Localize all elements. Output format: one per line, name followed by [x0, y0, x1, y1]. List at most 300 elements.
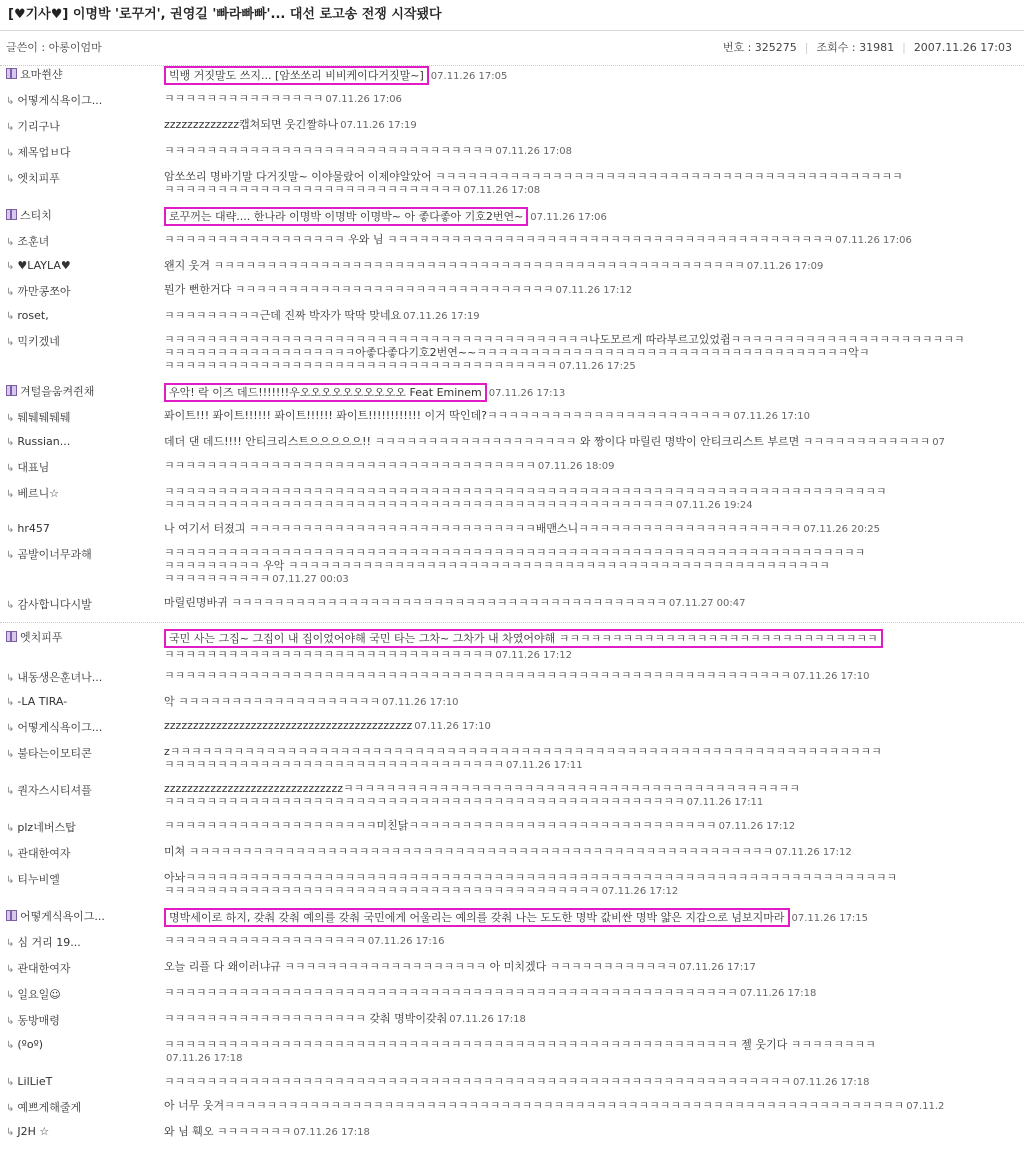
reply-arrow-icon: ↳: [6, 749, 15, 760]
comment-body: [164, 144, 1024, 158]
reply-arrow-icon: ↳: [6, 550, 15, 561]
comment-text: 왠지 웃겨 ㅋㅋㅋㅋㅋㅋㅋㅋㅋㅋㅋㅋㅋㅋㅋㅋㅋㅋㅋㅋㅋㅋㅋㅋㅋㅋㅋㅋㅋㅋㅋㅋㅋㅋㅋㅋㅋㅋㅋㅋㅋㅋㅋㅋㅋㅋㅋㅋㅋㅋ: [164, 259, 745, 272]
comment-line: [164, 629, 1024, 648]
comment-reply: [0, 92, 1024, 108]
comment-timestamp: 07.11.26 17:19: [403, 311, 480, 322]
comment-body: [164, 908, 1024, 927]
comment-text: ㅋㅋㅋㅋㅋㅋㅋㅋㅋㅋㅋㅋㅋㅋㅋㅋㅋㅋㅋㅋ미친닭ㅋㅋㅋㅋㅋㅋㅋㅋㅋㅋㅋㅋㅋㅋㅋㅋㅋㅋㅋㅋㅋㅋㅋㅋㅋㅋㅋㅋㅋ: [164, 819, 717, 832]
nickname-text: 겨털을움켜쥔채: [20, 385, 95, 398]
nickname-text: hr457: [17, 522, 50, 535]
comment: [0, 908, 1024, 927]
reply-arrow-icon: ↳: [6, 786, 15, 797]
nickname-text: 믹키겠네: [17, 335, 60, 348]
comment-text: ㅋㅋㅋㅋㅋㅋㅋㅋㅋㅋㅋㅋㅋㅋㅋㅋㅋㅋㅋㅋㅋㅋㅋㅋㅋㅋㅋㅋ: [164, 183, 462, 196]
comment-line: [164, 758, 1024, 772]
comment-line: [164, 845, 1024, 859]
comment-reply: [0, 546, 1024, 586]
comment-line: [164, 283, 1024, 297]
article-title: [♥기사♥] 이명박 '로꾸거', 권영길 '빠라빠빠'... 대선 로고송 전쟁 시작됐다: [0, 0, 1024, 31]
nickname-text: 불타는이모티콘: [17, 747, 92, 760]
comment-reply: [0, 1099, 1024, 1115]
commenter-nickname[interactable]: [0, 409, 164, 425]
reply-arrow-icon: ↳: [6, 237, 15, 248]
comment-text: ㅋㅋㅋㅋㅋㅋㅋㅋㅋ근데 진짜 박자가 딱딱 맞네요: [164, 309, 402, 322]
comment-line: [164, 745, 1024, 758]
comment-body: [164, 629, 1024, 662]
comment-reply: [0, 695, 1024, 709]
commenter-nickname[interactable]: [0, 459, 164, 475]
highlighted-comment-text: 우악! 락 이즈 데드!!!!!!!우오오오오오오오오오오 Feat Eminem: [164, 383, 487, 402]
reply-arrow-icon: ↳: [6, 413, 15, 424]
comment-text: zzzzzzzzzzzzzzzzzzzzzzzzzzzzzzzㅋㅋㅋㅋㅋㅋㅋㅋㅋㅋㅋㅋㅋㅋㅋㅋㅋㅋㅋㅋㅋㅋㅋㅋㅋㅋㅋㅋㅋㅋㅋㅋㅋㅋㅋㅋㅋㅋㅋㅋㅋㅋㅋ: [164, 782, 800, 795]
comment-line: [164, 92, 1024, 106]
comment-reply: [0, 819, 1024, 835]
commenter-nickname[interactable]: [0, 695, 164, 708]
reply-arrow-icon: ↳: [6, 823, 15, 834]
comment-body: [164, 170, 1024, 197]
comment-timestamp: 07.11.26 17:06: [325, 94, 402, 105]
reply-arrow-icon: ↳: [6, 489, 15, 500]
comment-line: [164, 309, 1024, 323]
nickname-text: 예쁘게해줄게: [17, 1101, 82, 1114]
comment-text: 마릴린명바귀 ㅋㅋㅋㅋㅋㅋㅋㅋㅋㅋㅋㅋㅋㅋㅋㅋㅋㅋㅋㅋㅋㅋㅋㅋㅋㅋㅋㅋㅋㅋㅋㅋㅋㅋㅋㅋㅋㅋㅋㅋㅋ: [164, 596, 667, 609]
comment-body: [164, 435, 1024, 449]
comment-line: [164, 359, 1024, 373]
comment-timestamp: 07.11.26 17:09: [746, 261, 824, 272]
commenter-nickname[interactable]: [0, 92, 164, 108]
commenter-nickname[interactable]: [0, 485, 164, 501]
nickname-text: -LA TIRA-: [17, 695, 68, 708]
comment-body: [164, 409, 1024, 423]
comment-timestamp: 07.11.26 17:18: [792, 1077, 870, 1088]
commenter-nickname[interactable]: [0, 1012, 164, 1028]
comment-reply: [0, 745, 1024, 772]
comment-body: [164, 934, 1024, 948]
commenter-nickname[interactable]: [0, 719, 164, 735]
comment-timestamp: 07.11.26 17:08: [495, 146, 572, 157]
comment-timestamp: 07.11.26 17:18: [449, 1014, 526, 1025]
comment-reply: [0, 144, 1024, 160]
comment-reply: [0, 960, 1024, 976]
reply-arrow-icon: ↳: [6, 1040, 15, 1051]
comment-timestamp: 07.11.27 00:47: [668, 598, 746, 609]
comment-timestamp: 07.11.26 17:10: [414, 721, 491, 732]
comment-line: [164, 170, 1024, 183]
reply-arrow-icon: ↳: [6, 600, 15, 611]
comment-body: [164, 845, 1024, 859]
reply-arrow-icon: ↳: [6, 96, 15, 107]
comment-body: [164, 309, 1024, 323]
gift-icon: [6, 910, 17, 921]
comment-body: [164, 485, 1024, 512]
comment-text: ㅋㅋㅋㅋㅋㅋㅋㅋㅋㅋㅋㅋㅋㅋㅋㅋㅋㅋㅋㅋㅋㅋㅋㅋㅋㅋㅋㅋㅋㅋㅋ: [164, 144, 494, 157]
comment-line: [164, 986, 1024, 1000]
comment-reply: [0, 435, 1024, 449]
commenter-nickname[interactable]: [0, 233, 164, 249]
comment-text: 악 ㅋㅋㅋㅋㅋㅋㅋㅋㅋㅋㅋㅋㅋㅋㅋㅋㅋㅋㅋ: [164, 695, 381, 708]
comment-reply: [0, 596, 1024, 612]
comment-text: zzzzzzzzzzzzzzzzzzzzzzzzzzzzzzzzzzzzzzzzzzz: [164, 719, 413, 732]
comment-text: zㅋㅋㅋㅋㅋㅋㅋㅋㅋㅋㅋㅋㅋㅋㅋㅋㅋㅋㅋㅋㅋㅋㅋㅋㅋㅋㅋㅋㅋㅋㅋㅋㅋㅋㅋㅋㅋㅋㅋㅋㅋㅋㅋㅋㅋㅋㅋㅋㅋㅋㅋㅋㅋㅋㅋㅋㅋㅋㅋㅋㅋㅋㅋㅋㅋㅋㅋ: [164, 745, 882, 758]
nickname-text: 조훈녀: [17, 235, 50, 248]
comment-body: [164, 66, 1024, 85]
nickname-text: 까만콩쪼아: [17, 285, 71, 298]
comment-body: [164, 745, 1024, 772]
comment-body: [164, 333, 1024, 373]
comment-text: ㅋㅋㅋㅋㅋㅋㅋㅋㅋㅋㅋㅋㅋㅋㅋㅋㅋㅋㅋㅋㅋㅋㅋㅋㅋㅋㅋㅋㅋㅋㅋㅋㅋㅋㅋㅋㅋㅋㅋㅋㅋㅋㅋㅋㅋㅋㅋㅋㅋㅋㅋㅋㅋㅋㅋㅋㅋㅋㅋㅋㅋㅋㅋㅋㅋㅋ: [164, 546, 866, 559]
comment-line: [164, 819, 1024, 833]
reply-arrow-icon: ↳: [6, 673, 15, 684]
reply-arrow-icon: ↳: [6, 1127, 15, 1138]
reply-arrow-icon: ↳: [6, 697, 15, 708]
comment-timestamp: 07.11.27 00:03: [272, 574, 349, 585]
comment-reply: [0, 719, 1024, 735]
comment: [0, 629, 1024, 662]
comment-reply: [0, 1125, 1024, 1139]
nickname-text: 일요일☺: [17, 988, 61, 1001]
commenter-nickname[interactable]: [0, 144, 164, 160]
comment-line: [164, 908, 1024, 927]
commenter-nickname[interactable]: [0, 1099, 164, 1115]
comment-timestamp: 07.11.26 17:18: [166, 1053, 243, 1064]
comment-line: [164, 233, 1024, 247]
reply-arrow-icon: ↳: [6, 524, 15, 535]
comment-line: [164, 498, 1024, 512]
commenter-nickname[interactable]: [0, 309, 164, 322]
comment-body: [164, 1099, 1024, 1113]
commenter-nickname[interactable]: [0, 1125, 164, 1138]
comment-timestamp: 07.11.26 17:12: [775, 847, 852, 858]
comment-line: [164, 118, 1024, 132]
comment-list: [0, 66, 1024, 1139]
comment-reply: [0, 871, 1024, 898]
commenter-nickname[interactable]: [0, 546, 164, 562]
comment-text: ㅋㅋㅋㅋㅋㅋㅋㅋㅋㅋㅋㅋㅋㅋㅋㅋㅋㅋㅋㅋㅋㅋㅋㅋㅋㅋㅋㅋㅋㅋㅋㅋㅋㅋㅋㅋㅋㅋㅋㅋㅋㅋㅋㅋㅋㅋㅋㅋ: [164, 498, 675, 511]
commenter-nickname[interactable]: [0, 118, 164, 134]
comment-text: ㅋㅋㅋㅋㅋㅋㅋㅋㅋㅋㅋㅋㅋㅋㅋㅋㅋㅋㅋㅋㅋㅋㅋㅋㅋㅋㅋㅋㅋㅋㅋㅋㅋㅋㅋ: [164, 459, 536, 472]
comment-timestamp: 07.11.26 17:08: [463, 185, 541, 196]
comment: [0, 66, 1024, 85]
comment-timestamp: 07.11.26 17:13: [488, 388, 566, 399]
comment-line: [164, 383, 1024, 402]
comment-text: ㅋㅋㅋㅋㅋㅋㅋㅋㅋㅋㅋㅋㅋㅋㅋㅋㅋㅋㅋㅋㅋㅋㅋㅋㅋㅋㅋㅋㅋㅋㅋㅋㅋㅋㅋㅋㅋㅋㅋㅋㅋㅋㅋㅋㅋㅋㅋㅋㅋㅋㅋㅋㅋㅋ 젤 웃기다 ㅋㅋㅋㅋㅋㅋㅋㅋ: [164, 1038, 876, 1051]
nickname-text: 동방매령: [17, 1014, 60, 1027]
commenter-nickname[interactable]: [0, 669, 164, 685]
commenter-nickname[interactable]: [0, 596, 164, 612]
comment-line: [164, 934, 1024, 948]
comment-line: [164, 960, 1024, 974]
commenter-nickname[interactable]: [0, 908, 164, 924]
nickname-text: 요마쒼샨: [20, 68, 63, 81]
comment-timestamp: 07.11.26 19:24: [676, 500, 753, 511]
commenter-nickname[interactable]: [0, 283, 164, 299]
nickname-text: 티누비엘: [17, 873, 60, 886]
comment-text: ㅋㅋㅋㅋㅋㅋㅋㅋㅋㅋㅋㅋㅋㅋㅋㅋㅋㅋㅋ: [164, 934, 366, 947]
comment-line: [164, 719, 1024, 733]
nickname-text: 엣치피푸: [17, 172, 60, 185]
comment-body: [164, 118, 1024, 132]
commenter-nickname[interactable]: [0, 435, 164, 448]
nickname-text: 기리구나: [17, 120, 60, 133]
comment-text: zzzzzzzzzzzzz캡쳐되면 웃긴짤하나: [164, 118, 339, 131]
commenter-nickname[interactable]: [0, 819, 164, 835]
comment-reply: [0, 934, 1024, 950]
comment-body: [164, 669, 1024, 683]
comment-body: [164, 233, 1024, 247]
comment-line: [164, 1099, 1024, 1113]
comment-body: [164, 1125, 1024, 1139]
nickname-text: LilLieT: [17, 1075, 53, 1088]
comment-reply: [0, 782, 1024, 809]
comment-body: [164, 92, 1024, 106]
comment-timestamp: 07.11.26 17:11: [686, 797, 764, 808]
comment: [0, 383, 1024, 402]
nickname-text: 내동생은훈녀나...: [17, 671, 103, 684]
comment-body: [164, 1038, 1024, 1065]
comment-text: 오늘 리플 다 왜이러냐규 ㅋㅋㅋㅋㅋㅋㅋㅋㅋㅋㅋㅋㅋㅋㅋㅋㅋㅋㅋ 아 미치겠다 ㅋㅋㅋㅋㅋㅋㅋㅋㅋㅋㅋㅋ: [164, 960, 678, 973]
reply-arrow-icon: ↳: [6, 337, 15, 348]
comment-divider: [0, 622, 1024, 623]
nickname-text: 곰발이너무과해: [17, 548, 92, 561]
comment-reply: [0, 409, 1024, 425]
comment-text: ㅋㅋㅋㅋㅋㅋㅋㅋㅋㅋㅋㅋㅋㅋㅋㅋㅋㅋㅋㅋㅋㅋㅋㅋㅋㅋㅋㅋㅋㅋㅋㅋㅋㅋㅋㅋㅋㅋㅋㅋㅋㅋㅋㅋㅋㅋㅋㅋㅋ: [164, 795, 685, 808]
comment-line: [164, 1051, 1024, 1065]
reply-arrow-icon: ↳: [6, 287, 15, 298]
comment-line: [164, 66, 1024, 85]
comment-text: ㅋㅋㅋㅋㅋㅋㅋㅋㅋ 우악 ㅋㅋㅋㅋㅋㅋㅋㅋㅋㅋㅋㅋㅋㅋㅋㅋㅋㅋㅋㅋㅋㅋㅋㅋㅋㅋㅋㅋㅋㅋㅋㅋㅋㅋㅋㅋㅋㅋㅋㅋㅋㅋㅋㅋㅋㅋㅋㅋㅋㅋㅋ: [164, 559, 830, 572]
comment-timestamp: 07.11.26 17:06: [835, 235, 912, 246]
nickname-text: J2H ☆: [17, 1125, 50, 1138]
nickname-text: 베르니☆: [17, 487, 60, 500]
nickname-text: 퉤퉤퉤퉤퉤: [17, 411, 71, 424]
highlighted-comment-text: 명박세이로 하지, 갖춰 갖춰 예의를 갖춰 국민에게 어울리는 예의를 갖춰 나는 도도한 명박 값비싼 명박 얇은 지갑으로 넘보지마라: [164, 908, 790, 927]
commenter-nickname[interactable]: [0, 629, 164, 645]
commenter-nickname[interactable]: [0, 333, 164, 349]
comment-text: ㅋㅋㅋㅋㅋㅋㅋㅋㅋㅋㅋㅋㅋㅋㅋㅋㅋㅋㅋ 갖춰 명박이갖춰: [164, 1012, 448, 1025]
article-meta: 글쓴이 : 아롱이엄마 번호 : 325275 | 조회수 : 31981 | 2007.11.26 17:03: [0, 31, 1024, 66]
reply-arrow-icon: ↳: [6, 964, 15, 975]
comment-line: [164, 572, 1024, 586]
comment-text: ㅋㅋㅋㅋㅋㅋㅋㅋㅋㅋㅋㅋㅋㅋㅋㅋㅋㅋㅋㅋㅋㅋㅋㅋㅋㅋㅋㅋㅋㅋㅋㅋㅋㅋㅋㅋㅋ: [164, 359, 558, 372]
comment-text: 나 여기서 터졌긔 ㅋㅋㅋㅋㅋㅋㅋㅋㅋㅋㅋㅋㅋㅋㅋㅋㅋㅋㅋㅋㅋㅋㅋㅋㅋㅋㅋ배맨스니ㅋㅋㅋㅋㅋㅋㅋㅋㅋㅋㅋㅋㅋㅋㅋㅋㅋㅋㅋㅋㅋ: [164, 522, 802, 535]
comment-timestamp: 07.11.26 17:10: [792, 671, 870, 682]
comment-reply: [0, 1012, 1024, 1028]
comment-timestamp: 07.11.26 18:09: [537, 461, 615, 472]
comment-timestamp: 07.11.26 17:15: [791, 913, 869, 924]
comment-reply: [0, 1075, 1024, 1089]
commenter-nickname[interactable]: [0, 259, 164, 272]
nickname-text: Russian...: [17, 435, 71, 448]
comment-line: [164, 795, 1024, 809]
nickname-text: 관대한여자: [17, 847, 71, 860]
nickname-text: 어떻게식욕이그...: [20, 910, 105, 923]
comment-line: [164, 346, 1024, 359]
nickname-text: 관대한여자: [17, 962, 71, 975]
commenter-nickname[interactable]: [0, 383, 164, 399]
commenter-nickname[interactable]: [0, 845, 164, 861]
comment-text: 퐈이트!!! 퐈이트!!!!!! 퐈이트!!!!!! 퐈이트!!!!!!!!!!!! 이거 딱인데?ㅋㅋㅋㅋㅋㅋㅋㅋㅋㅋㅋㅋㅋㅋㅋㅋㅋㅋㅋㅋㅋㅋㅋ: [164, 409, 732, 422]
commenter-nickname[interactable]: [0, 782, 164, 798]
comment-body: [164, 719, 1024, 733]
comment-line: [164, 871, 1024, 884]
reply-arrow-icon: ↳: [6, 174, 15, 185]
comment-text: 아 너무 웃겨ㅋㅋㅋㅋㅋㅋㅋㅋㅋㅋㅋㅋㅋㅋㅋㅋㅋㅋㅋㅋㅋㅋㅋㅋㅋㅋㅋㅋㅋㅋㅋㅋㅋㅋㅋㅋㅋㅋㅋㅋㅋㅋㅋㅋㅋㅋㅋㅋㅋㅋㅋㅋㅋㅋㅋㅋㅋㅋㅋㅋㅋㅋㅋㅋ: [164, 1099, 905, 1112]
comment-text: ㅋㅋㅋㅋㅋㅋㅋㅋㅋㅋㅋㅋㅋㅋㅋㅋㅋㅋㅋㅋㅋㅋㅋㅋㅋㅋㅋㅋㅋㅋㅋㅋㅋㅋㅋㅋㅋㅋㅋㅋㅋ: [164, 884, 600, 897]
comment-body: [164, 459, 1024, 473]
commenter-nickname[interactable]: [0, 1075, 164, 1088]
comment-text: ㅋㅋㅋㅋㅋㅋㅋㅋㅋㅋㅋㅋㅋㅋㅋㅋㅋㅋㅋㅋㅋㅋㅋㅋㅋㅋㅋㅋㅋㅋㅋㅋㅋㅋㅋㅋㅋㅋㅋㅋㅋㅋㅋㅋㅋㅋㅋㅋㅋㅋㅋㅋㅋㅋ: [164, 986, 738, 999]
comment-text: 아놔ㅋㅋㅋㅋㅋㅋㅋㅋㅋㅋㅋㅋㅋㅋㅋㅋㅋㅋㅋㅋㅋㅋㅋㅋㅋㅋㅋㅋㅋㅋㅋㅋㅋㅋㅋㅋㅋㅋㅋㅋㅋㅋㅋㅋㅋㅋㅋㅋㅋㅋㅋㅋㅋㅋㅋㅋㅋㅋㅋㅋㅋㅋㅋㅋㅋㅋㅋ: [164, 871, 898, 884]
comment-text: 암쏘쏘리 명바기말 다거짓말~ 이야물랐어 이제야알았어 ㅋㅋㅋㅋㅋㅋㅋㅋㅋㅋㅋㅋㅋㅋㅋㅋㅋㅋㅋㅋㅋㅋㅋㅋㅋㅋㅋㅋㅋㅋㅋㅋㅋㅋㅋㅋㅋㅋㅋㅋㅋㅋㅋㅋ: [164, 170, 903, 183]
comment-text: ㅋㅋㅋㅋㅋㅋㅋㅋㅋㅋㅋㅋㅋㅋㅋㅋㅋㅋㅋㅋㅋㅋㅋㅋㅋㅋㅋㅋㅋㅋㅋㅋ: [164, 758, 505, 771]
comment-reply: [0, 259, 1024, 273]
comment-text: ㅋㅋㅋㅋㅋㅋㅋㅋㅋㅋㅋㅋㅋㅋㅋㅋㅋㅋㅋㅋㅋㅋㅋㅋㅋㅋㅋㅋㅋㅋㅋㅋㅋㅋㅋㅋㅋㅋㅋㅋㅋㅋㅋㅋㅋㅋㅋㅋㅋㅋㅋㅋㅋㅋㅋㅋㅋㅋㅋ: [164, 669, 791, 682]
gift-icon: [6, 385, 17, 396]
reply-arrow-icon: ↳: [6, 723, 15, 734]
reply-arrow-icon: ↳: [6, 311, 15, 322]
highlighted-comment-text: 빅뱅 거짓말도 쓰지... [암쏘쏘리 비비케이다거짓말~]: [164, 66, 429, 85]
comment-text: ㅋㅋㅋㅋㅋㅋㅋㅋㅋㅋㅋㅋㅋㅋㅋㅋㅋㅋㅋㅋㅋㅋㅋㅋㅋㅋㅋㅋㅋㅋㅋㅋㅋㅋㅋㅋㅋㅋㅋㅋㅋㅋㅋㅋㅋㅋㅋㅋㅋㅋㅋㅋㅋㅋㅋㅋㅋㅋㅋㅋㅋㅋㅋㅋㅋㅋㅋㅋ: [164, 485, 887, 498]
comment-reply: [0, 170, 1024, 197]
comment-text: ㅋㅋㅋㅋㅋㅋㅋㅋㅋㅋㅋㅋㅋㅋㅋ: [164, 92, 324, 105]
comment-reply: [0, 485, 1024, 512]
comment-timestamp: 07.11.26 20:25: [803, 524, 880, 535]
comment-reply: [0, 233, 1024, 249]
comment-body: [164, 283, 1024, 297]
comment-reply: [0, 333, 1024, 373]
commenter-nickname[interactable]: [0, 745, 164, 761]
comment-body: [164, 1075, 1024, 1089]
comment-timestamp: 07.11.26 17:12: [601, 886, 679, 897]
comment-line: [164, 333, 1024, 346]
comment-line: [164, 485, 1024, 498]
comment-timestamp: 07.11.26 17:25: [559, 361, 636, 372]
reply-arrow-icon: ↳: [6, 1103, 15, 1114]
nickname-text: 심 거리 19...: [17, 936, 81, 949]
comment-timestamp: 07.11.26 17:05: [430, 71, 508, 82]
commenter-nickname[interactable]: [0, 170, 164, 186]
comment-body: [164, 819, 1024, 833]
highlighted-comment-text: 로꾸꺼는 대략.... 한나라 이명박 이명박 이명박~ 아 좋다좋아 기호2번연~: [164, 207, 528, 226]
comment-text: 와 님 훽오 ㅋㅋㅋㅋㅋㅋㅋ: [164, 1125, 292, 1138]
comment-line: [164, 1125, 1024, 1139]
nickname-text: 대표님: [17, 461, 50, 474]
comment-body: [164, 1012, 1024, 1026]
reply-arrow-icon: ↳: [6, 849, 15, 860]
commenter-nickname[interactable]: [0, 522, 164, 535]
reply-arrow-icon: ↳: [6, 1077, 15, 1088]
nickname-text: 제목업ㅂ다: [17, 146, 71, 159]
comment-reply: [0, 283, 1024, 299]
comment-line: [164, 546, 1024, 559]
comment-text: ㅋㅋㅋㅋㅋㅋㅋㅋㅋㅋ: [164, 572, 271, 585]
comment-line: [164, 144, 1024, 158]
article-number: 번호 : 325275: [722, 41, 797, 54]
comment-line: [164, 669, 1024, 683]
view-count: 조회수 : 31981: [816, 41, 895, 54]
nickname-text: roset,: [17, 309, 49, 322]
reply-arrow-icon: ↳: [6, 1016, 15, 1027]
comment-line: [164, 183, 1024, 197]
comment-line: [164, 559, 1024, 572]
comment-timestamp: 07.11.26 17:11: [506, 760, 583, 771]
reply-arrow-icon: ↳: [6, 261, 15, 272]
comment-timestamp: 07.11.26 17:17: [679, 962, 756, 973]
comment-body: [164, 546, 1024, 586]
nickname-text: 어떻게식욕이그...: [17, 721, 103, 734]
comment-reply: [0, 986, 1024, 1002]
comment-reply: [0, 1038, 1024, 1065]
commenter-nickname[interactable]: [0, 871, 164, 887]
gift-icon: [6, 68, 17, 79]
comment-body: [164, 871, 1024, 898]
reply-arrow-icon: ↳: [6, 463, 15, 474]
commenter-nickname[interactable]: [0, 934, 164, 950]
comment-timestamp: 07.11.26 17:18: [739, 988, 817, 999]
comment-text: 데더 댄 데드!!!! 안티크리스트으으으으으!! ㅋㅋㅋㅋㅋㅋㅋㅋㅋㅋㅋㅋㅋㅋㅋㅋㅋㅋㅋ 와 짱이다 마릴린 명박이 안티크리스트 부르면 ㅋㅋㅋㅋㅋㅋㅋㅋㅋㅋㅋㅋ: [164, 435, 931, 448]
reply-arrow-icon: ↳: [6, 122, 15, 133]
commenter-nickname[interactable]: [0, 66, 164, 82]
gift-icon: [6, 631, 17, 642]
comment-line: [164, 459, 1024, 473]
nickname-text: 퀀자스시티셔플: [17, 784, 92, 797]
comment-body: [164, 259, 1024, 273]
reply-arrow-icon: ↳: [6, 148, 15, 159]
comment-timestamp: 07.11.26 17:10: [733, 411, 810, 422]
comment-timestamp: 07.11.26 17:12: [555, 285, 633, 296]
comment-line: [164, 435, 1024, 449]
comment-line: [164, 1075, 1024, 1089]
comment-text: ㅋㅋㅋㅋㅋㅋㅋㅋㅋㅋㅋㅋㅋㅋㅋㅋㅋ 우와 님 ㅋㅋㅋㅋㅋㅋㅋㅋㅋㅋㅋㅋㅋㅋㅋㅋㅋㅋㅋㅋㅋㅋㅋㅋㅋㅋㅋㅋㅋㅋㅋㅋㅋㅋㅋㅋㅋㅋㅋㅋㅋㅋ: [164, 233, 834, 246]
comment-text: 뭔가 뻔한거다 ㅋㅋㅋㅋㅋㅋㅋㅋㅋㅋㅋㅋㅋㅋㅋㅋㅋㅋㅋㅋㅋㅋㅋㅋㅋㅋㅋㅋㅋㅋ: [164, 283, 554, 296]
comment-reply: [0, 845, 1024, 861]
comment-body: [164, 207, 1024, 226]
comment-text: ㅋㅋㅋㅋㅋㅋㅋㅋㅋㅋㅋㅋㅋㅋㅋㅋㅋㅋㅋㅋㅋㅋㅋㅋㅋㅋㅋㅋㅋㅋㅋㅋㅋㅋㅋㅋㅋㅋㅋㅋㅋㅋㅋㅋㅋㅋㅋㅋㅋㅋㅋㅋㅋㅋㅋㅋㅋㅋㅋ: [164, 1075, 791, 1088]
comment-body: [164, 986, 1024, 1000]
comment-line: [164, 522, 1024, 536]
commenter-nickname[interactable]: [0, 1038, 164, 1051]
comment-line: [164, 782, 1024, 795]
comment-reply: [0, 522, 1024, 536]
nickname-text: 스티치: [20, 209, 52, 222]
comment-line: [164, 207, 1024, 226]
comment-timestamp: 07.11.26 17:12: [495, 650, 572, 661]
reply-arrow-icon: ↳: [6, 938, 15, 949]
comment-reply: [0, 459, 1024, 475]
commenter-nickname[interactable]: [0, 207, 164, 223]
comment-text: ㅋㅋㅋㅋㅋㅋㅋㅋㅋㅋㅋㅋㅋㅋㅋㅋㅋㅋㅋㅋㅋㅋㅋㅋㅋㅋㅋㅋㅋㅋㅋ: [164, 648, 494, 661]
comment-text: 미쳐 ㅋㅋㅋㅋㅋㅋㅋㅋㅋㅋㅋㅋㅋㅋㅋㅋㅋㅋㅋㅋㅋㅋㅋㅋㅋㅋㅋㅋㅋㅋㅋㅋㅋㅋㅋㅋㅋㅋㅋㅋㅋㅋㅋㅋㅋㅋㅋㅋㅋㅋㅋㅋㅋㅋㅋ: [164, 845, 774, 858]
comment-reply: [0, 309, 1024, 323]
comment-line: [164, 648, 1024, 662]
nickname-text: 어떻게식욕이그...: [17, 94, 103, 107]
comment-body: [164, 522, 1024, 536]
comment-timestamp: 07.11.26 17:19: [340, 120, 417, 131]
comment-line: [164, 695, 1024, 709]
commenter-nickname[interactable]: [0, 986, 164, 1002]
reply-arrow-icon: ↳: [6, 875, 15, 886]
reply-arrow-icon: ↳: [6, 990, 15, 1001]
comment-timestamp: 07.11.26 17:06: [530, 212, 607, 223]
comment: [0, 207, 1024, 226]
reply-arrow-icon: ↳: [6, 437, 15, 448]
comment-body: [164, 782, 1024, 809]
comment-timestamp: 07.11.26 17:16: [367, 936, 445, 947]
comment-body: [164, 596, 1024, 610]
commenter-nickname[interactable]: [0, 960, 164, 976]
comment-body: [164, 695, 1024, 709]
comment-reply: [0, 669, 1024, 685]
